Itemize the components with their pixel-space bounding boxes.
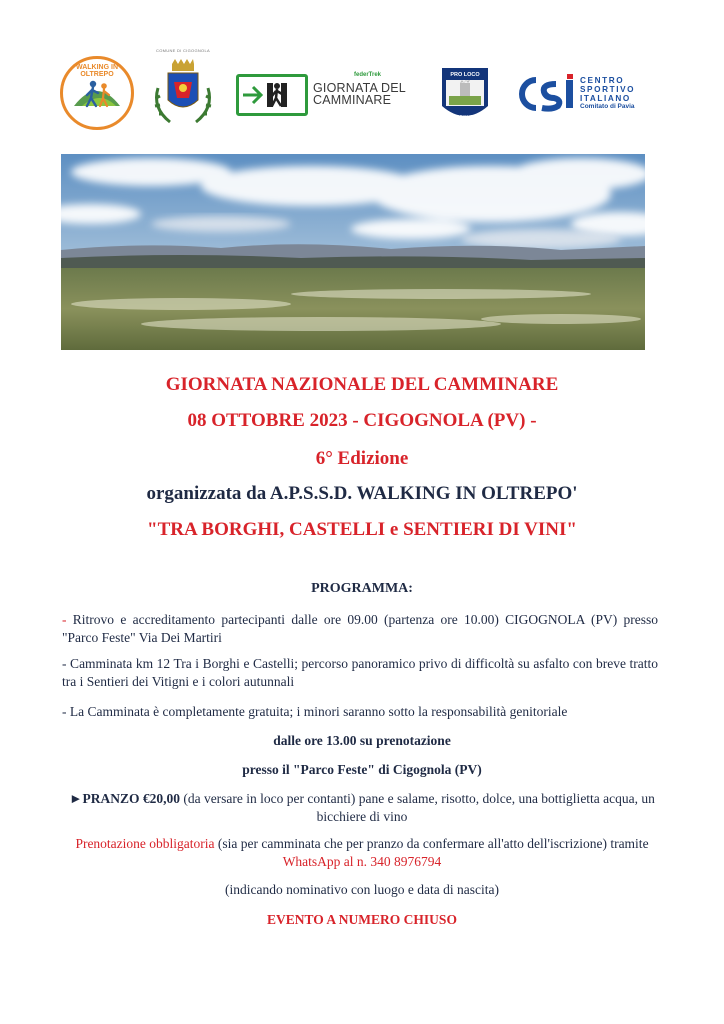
booking-note: (indicando nominativo con luogo e data di nascita) (224, 882, 500, 897)
programma-item-camminata: - Camminata km 12 Tra i Borghi e Castelli; percorso panoramico privo di difficoltà su asfalto con breve tratto tra i Sentieri dei Vitigni e i colori autunnali (62, 656, 658, 689)
csi-emblem-icon (512, 74, 578, 114)
pedestrian-sign-icon (236, 74, 308, 116)
event-date-location: 08 OTTOBRE 2023 - CIGOGNOLA (PV) - (187, 410, 537, 431)
landscape-photo (61, 154, 645, 350)
csi-line1: CENTRO (580, 76, 625, 85)
csi-name (580, 76, 635, 103)
gdc-title-line1: GIORNATA DEL (313, 81, 406, 95)
csi-comitato: Comitato di Pavia (580, 103, 635, 110)
coat-of-arms-icon (148, 48, 218, 130)
federtrek-brand: federTrek (354, 72, 382, 78)
event-edition: 6° Edizione (315, 448, 409, 469)
proloco-text: PRO LOCO (450, 72, 480, 78)
coat-caption: COMUNE DI CIGOGNOLA (156, 48, 210, 53)
event-organizer: organizzata da A.P.S.S.D. WALKING IN OLTREPO' (146, 483, 578, 504)
pranzo-detail: (da versare in loco per contanti) pane e salame, risotto, dolce, una bottiglietta acqua, un bicchiere di vino (179, 791, 655, 824)
event-subtitle: "TRA BORGHI, CASTELLI e SENTIERI DI VINI" (147, 519, 577, 540)
csi-line2: SPORTIVO (580, 85, 636, 94)
pranzo-bullet-icon: ► (69, 791, 83, 806)
walking-logo-text: WALKING IN OLTREPO (76, 64, 118, 78)
programma-title: PROGRAMMA: (311, 581, 413, 596)
csi-pavia-logo (512, 74, 660, 114)
csi-line3: ITALIANO (580, 94, 631, 103)
pranzo-place: presso il "Parco Feste" di Cigognola (PV) (242, 762, 482, 777)
gdc-title-line2: CAMMINARE (313, 93, 392, 107)
walking-in-oltrepo-logo (60, 56, 134, 130)
giornata-del-camminare-logo (236, 72, 420, 118)
cigognola-coat-of-arms (148, 48, 218, 130)
logo-strip (60, 48, 660, 130)
pranzo-time: dalle ore 13.00 su prenotazione (273, 733, 451, 748)
pranzo-details (60, 790, 664, 826)
pro-loco-cigognola-logo (440, 66, 490, 124)
gdc-title (313, 82, 423, 106)
booking-mid: (sia per camminata che per pranzo da confermare all'atto dell'iscrizione) tramite (214, 836, 649, 851)
event-title: GIORNATA NAZIONALE DEL CAMMINARE (165, 374, 559, 395)
pranzo-label: PRANZO €20,00 (82, 791, 180, 806)
booking-whatsapp: WhatsApp al n. 340 8976794 (282, 854, 442, 869)
item1-text: Ritrovo e accreditamento partecipanti dalle ore 09.00 (partenza ore 10.00) CIGOGNOLA (PV) presso "Parco Feste" Via Dei Martiri (62, 612, 658, 645)
booking-label: Prenotazione obbligatoria (75, 836, 215, 851)
closing-notice: EVENTO A NUMERO CHIUSO (267, 912, 457, 927)
programma-item-ritrovo (62, 611, 658, 647)
programma-item-gratuita: - La Camminata è completamente gratuita; i minori saranno sotto la responsabilità genitoriale (62, 704, 568, 719)
item1-dash: - (62, 612, 73, 627)
booking-info (60, 835, 664, 871)
proloco-name: CIGOGNOLA (451, 114, 479, 119)
